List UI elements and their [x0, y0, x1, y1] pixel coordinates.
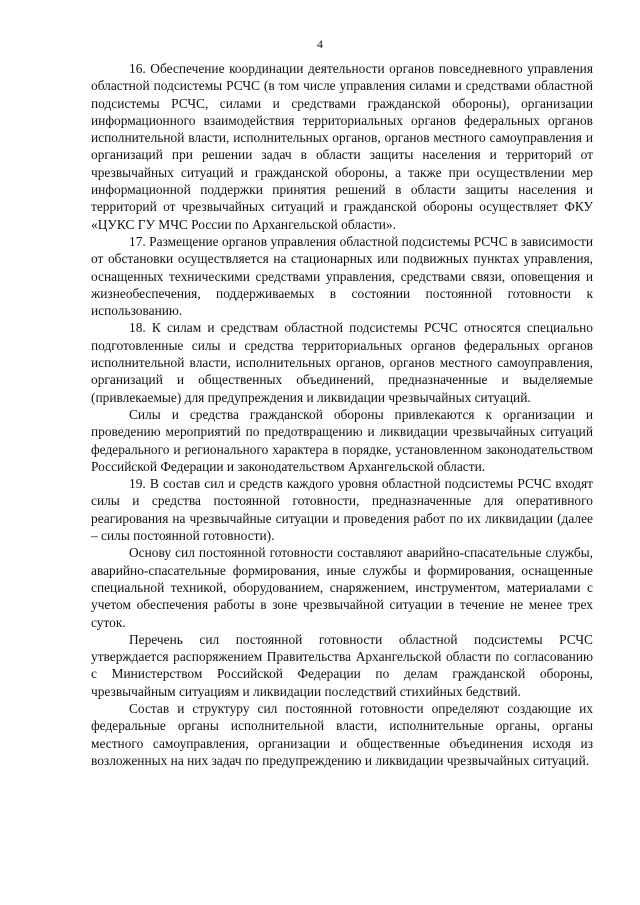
- paragraph-readiness-forces-structure: Состав и структуру сил постоянной готовности определяют создающие их федеральные органы исполнительной власти, исполнительные органы, органы местного самоуправления, организации и общественные объединения исходя из возложенных на них задач по предупреждению и ликвидации чрезвычайных ситуаций.: [91, 700, 593, 768]
- paragraph-civil-defense-forces: Силы и средства гражданской обороны привлекаются к организации и проведению мероприятий по предотвращению и ликвидации чрезвычайных ситуаций федерального и регионального характера в порядке, установленном законодательством Российской Федерации и законодательством Архангельской области.: [91, 406, 593, 474]
- document-body: [91, 60, 593, 769]
- paragraph-16: 16. Обеспечение координации деятельности органов повседневного управления областной подсистемы РСЧС (в том числе управления силами и средствами областной подсистемы РСЧС, силами и средствами гражданской обороны), организации информационного взаимодействия территориальных органов федеральных органов исполнительной власти, исполнительных органов, органов местного самоуправления и организаций при решении задач в области защиты населения и территорий от чрезвычайных ситуаций и гражданской обороны, а также при осуществлении мер информационной поддержки принятия решений в области защиты населения и территорий от чрезвычайных ситуаций и гражданской обороны осуществляет ФКУ «ЦУКС ГУ МЧС России по Архангельской области».: [91, 61, 593, 232]
- paragraph-18: 18. К силам и средствам областной подсистемы РСЧС относятся специально подготовленные силы и средства территориальных органов федеральных органов исполнительной власти, исполнительных органов, органов местного самоуправления, организаций и общественных объединений, предназначенные и выделяемые (привлекаемые) для предупреждения и ликвидации чрезвычайных ситуаций.: [91, 320, 593, 405]
- paragraph-19: 19. В состав сил и средств каждого уровня областной подсистемы РСЧС входят силы и средства постоянной готовности, предназначенные для оперативного реагирования на чрезвычайные ситуации и проведения работ по их ликвидации (далее – силы постоянной готовности).: [91, 476, 593, 544]
- page-number: 4: [317, 37, 323, 51]
- paragraph-readiness-forces-list: Перечень сил постоянной готовности областной подсистемы РСЧС утверждается распоряжением Правительства Архангельской области по согласованию с Министерством Российской Федерации по делам гражданской обороны, чрезвычайным ситуациям и ликвидации последствий стихийных бедствий.: [91, 631, 593, 699]
- paragraph-readiness-forces-basis: Основу сил постоянной готовности составляют аварийно-спасательные службы, аварийно-спасательные формирования, иные службы и формирования, оснащенные специальной техникой, оборудованием, снаряжением, инструментом, материалами с учетом обеспечения работы в зоне чрезвычайной ситуации в течение не менее трех суток.: [91, 545, 593, 630]
- paragraph-17: 17. Размещение органов управления областной подсистемы РСЧС в зависимости от обстановки осуществляется на стационарных или подвижных пунктах управления, оснащенных техническими средствами управления, средствами связи, оповещения и жизнеобеспечения, поддерживаемых в состоянии постоянной готовности к использованию.: [91, 233, 593, 319]
